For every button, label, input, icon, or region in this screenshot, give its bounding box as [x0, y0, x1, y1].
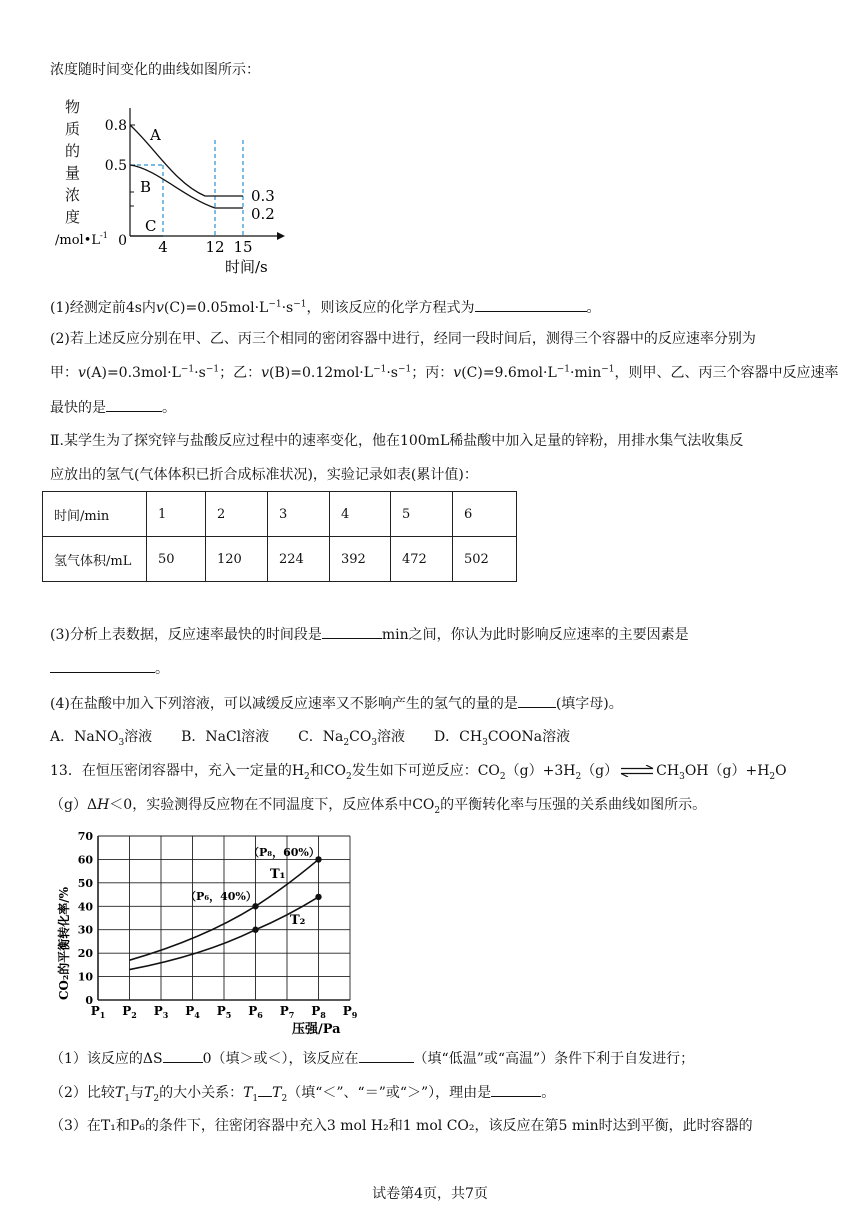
question-2-line2: 甲：$v(A)=0.3mol\cdot L^{-1}\cdot s^{-1}$；乙：$v(B)=0.12mol\cdot L^{-1}\cdot s^{-1}$；丙：$v(C)=9.6mol\cdot L^{-1}\cdot\min^{-1}$，则甲、乙、丙三个容器中反应速率	[50, 364, 839, 381]
sub-question-1: （1）该反应的ΔS 0（填＞或＜），该反应在 （填“低温”或“高温”）条件下利于自发进行；	[50, 1048, 810, 1069]
sub-question-3: （3）在T₁和P₆的条件下，往密闭容器中充入3 mol H₂和1 mol CO₂，该反应在第5 min时达到平衡，此时容器的	[50, 1118, 753, 1134]
x-tick-label: $P_9$	[342, 1004, 358, 1020]
y-tick-label: 40	[77, 900, 93, 914]
table-cell: 5	[391, 492, 453, 537]
concentration-time-figure	[55, 88, 295, 288]
fig1-xtick: 4	[158, 238, 168, 256]
question-1: (1)经测定前4s内$v(C)=0.05mol\cdot L^{-1}\cdot s^{-1}$，则该反应的化学方程式为 。	[50, 297, 810, 318]
fig1-ylabel-char: 度	[65, 208, 81, 226]
fig1-yunit: /mol•L	[55, 233, 100, 248]
fig1-ylabel-char: 的	[65, 142, 81, 160]
question-4: (4)在盐酸中加入下列溶液，可以减缓反应速率又不影响产生的氢气的量的是 (填字母)。	[50, 693, 810, 714]
data-point	[252, 903, 258, 909]
answer-blank[interactable]	[50, 658, 155, 673]
question-2-line3: 最快的是 。	[50, 397, 810, 418]
answer-blank[interactable]	[475, 297, 587, 312]
question-2-line1: (2)若上述反应分别在甲、乙、丙三个相同的密闭容器中进行，经同一段时间后，测得三个容器中的反应速率分别为	[50, 331, 756, 347]
fig1-ylabel-char: 浓	[65, 186, 81, 204]
question-4-options	[50, 727, 810, 747]
curve-label-b: B	[140, 178, 152, 196]
table-cell: 2	[206, 492, 268, 537]
data-point	[315, 894, 321, 900]
fig1-ytick: 0	[118, 233, 127, 249]
table-cell: 472	[391, 537, 453, 582]
fig1-ytick: 0.8	[104, 118, 127, 134]
intro-text: 浓度随时间变化的曲线如图所示：	[50, 62, 260, 78]
table-cell: 3	[268, 492, 330, 537]
option-c[interactable]: C．$Na_2CO_3$溶液	[298, 729, 406, 748]
fig1-xtick: 15	[233, 238, 253, 256]
table-cell: 392	[330, 537, 391, 582]
answer-blank[interactable]	[359, 1048, 414, 1063]
table-cell: 120	[206, 537, 268, 582]
y-tick-label: 10	[77, 970, 93, 984]
x-tick-label: $P_6$	[248, 1004, 263, 1020]
question-13-line2: （g）ΔH＜0，实验测得反应物在不同温度下，反应体系中$CO_2$的平衡转化率与压强的关系曲线如图所示。	[50, 797, 707, 816]
y-tick-label: 0	[85, 994, 93, 1007]
annotation-p8: （P₈，60%）	[248, 846, 320, 859]
fig1-xtick: 12	[205, 238, 225, 256]
answer-blank[interactable]	[106, 397, 162, 412]
table-cell: 1	[147, 492, 206, 537]
fig1-ylabel-char: 物	[65, 98, 81, 116]
table-header: 氢气体积/mL	[43, 537, 147, 582]
question-13-line1: 13．在恒压密闭容器中，充入一定量的$H_2$和$CO_2$发生如下可逆反应：$CO_2(g)+3H_2(g)$ $CH_3OH(g)+H_2O$	[50, 763, 787, 782]
table-row	[43, 537, 517, 582]
series-label-t2: T₂	[290, 913, 306, 928]
fig1-ytick: 0.5	[104, 158, 127, 174]
question-3-line2: 。	[50, 658, 810, 679]
series-label-t1: T₁	[270, 867, 286, 882]
table-cell: 502	[453, 537, 517, 582]
svg-text:/mol•L-1	[55, 231, 108, 248]
page-footer: 试卷第4页，共7页	[372, 1186, 488, 1202]
answer-blank[interactable]	[163, 1048, 203, 1063]
x-tick-label: $P_7$	[279, 1004, 295, 1020]
x-tick-label: $P_3$	[153, 1004, 169, 1020]
fig1-ylabel-char: 量	[65, 164, 81, 182]
answer-blank[interactable]	[322, 624, 382, 639]
part-ii-line1: Ⅱ.某学生为了探究锌与盐酸反应过程中的速率变化，他在100mL稀盐酸中加入足量的锌粉，用排水集气法收集反	[50, 433, 744, 449]
y-tick-label: 20	[77, 947, 93, 961]
fig1-ylabel-char: 质	[65, 120, 81, 138]
y-tick-label: 60	[77, 853, 93, 867]
y-tick-label: 50	[77, 876, 93, 890]
fig1-end-value: 0.3	[251, 187, 275, 205]
x-tick-label: $P_2$	[122, 1004, 137, 1020]
sub-question-2: （2）比较$T_1$与$T_2$的大小关系：$T_1$ $T_2$（填“＜”、“＝”或“＞”），理由是 。	[50, 1082, 810, 1103]
co2-conversion-chart	[50, 826, 380, 1041]
table-cell: 6	[453, 492, 517, 537]
fig1-yunit-sup: -1	[100, 231, 108, 240]
part-ii-line2: 应放出的氢气(气体体积已折合成标准状况)，实验记录如表(累计值)：	[50, 467, 478, 483]
annotation-p6: （P₆，40%）	[185, 890, 257, 903]
option-d[interactable]: D．$CH_3COONa$溶液	[433, 729, 571, 748]
fig1-end-value: 0.2	[251, 205, 275, 223]
answer-blank[interactable]	[518, 693, 556, 708]
x-tick-label: $P_5$	[216, 1004, 232, 1020]
fig2-xlabel: 压强/Pa	[292, 1022, 341, 1037]
question-3: (3)分析上表数据，反应速率最快的时间段是 min之间，你认为此时影响反应速率的主要因素是	[50, 624, 810, 645]
table-cell: 50	[147, 537, 206, 582]
option-b[interactable]: B．NaCl溶液	[181, 729, 270, 745]
hydrogen-volume-table	[42, 491, 517, 582]
fig1-xlabel: 时间/s	[225, 258, 268, 276]
curve-label-c: C	[145, 217, 157, 235]
answer-blank[interactable]	[258, 1082, 272, 1097]
y-tick-label: 70	[77, 830, 93, 843]
x-tick-label: $P_8$	[311, 1004, 326, 1020]
table-row	[43, 492, 517, 537]
y-tick-label: 30	[77, 923, 93, 937]
x-tick-label: $P_1$	[90, 1004, 106, 1020]
x-tick-label: $P_4$	[185, 1004, 200, 1020]
option-a[interactable]: A．NaNO$_3$溶液	[50, 729, 153, 748]
equilibrium-arrow-icon	[620, 765, 654, 777]
answer-blank[interactable]	[491, 1082, 541, 1097]
table-cell: 4	[330, 492, 391, 537]
data-point	[252, 927, 258, 933]
table-header: 时间/min	[43, 492, 147, 537]
fig2-ylabel: CO₂的平衡转化率/%	[57, 886, 71, 1000]
table-cell: 224	[268, 537, 330, 582]
curve-label-a: A	[150, 126, 161, 144]
